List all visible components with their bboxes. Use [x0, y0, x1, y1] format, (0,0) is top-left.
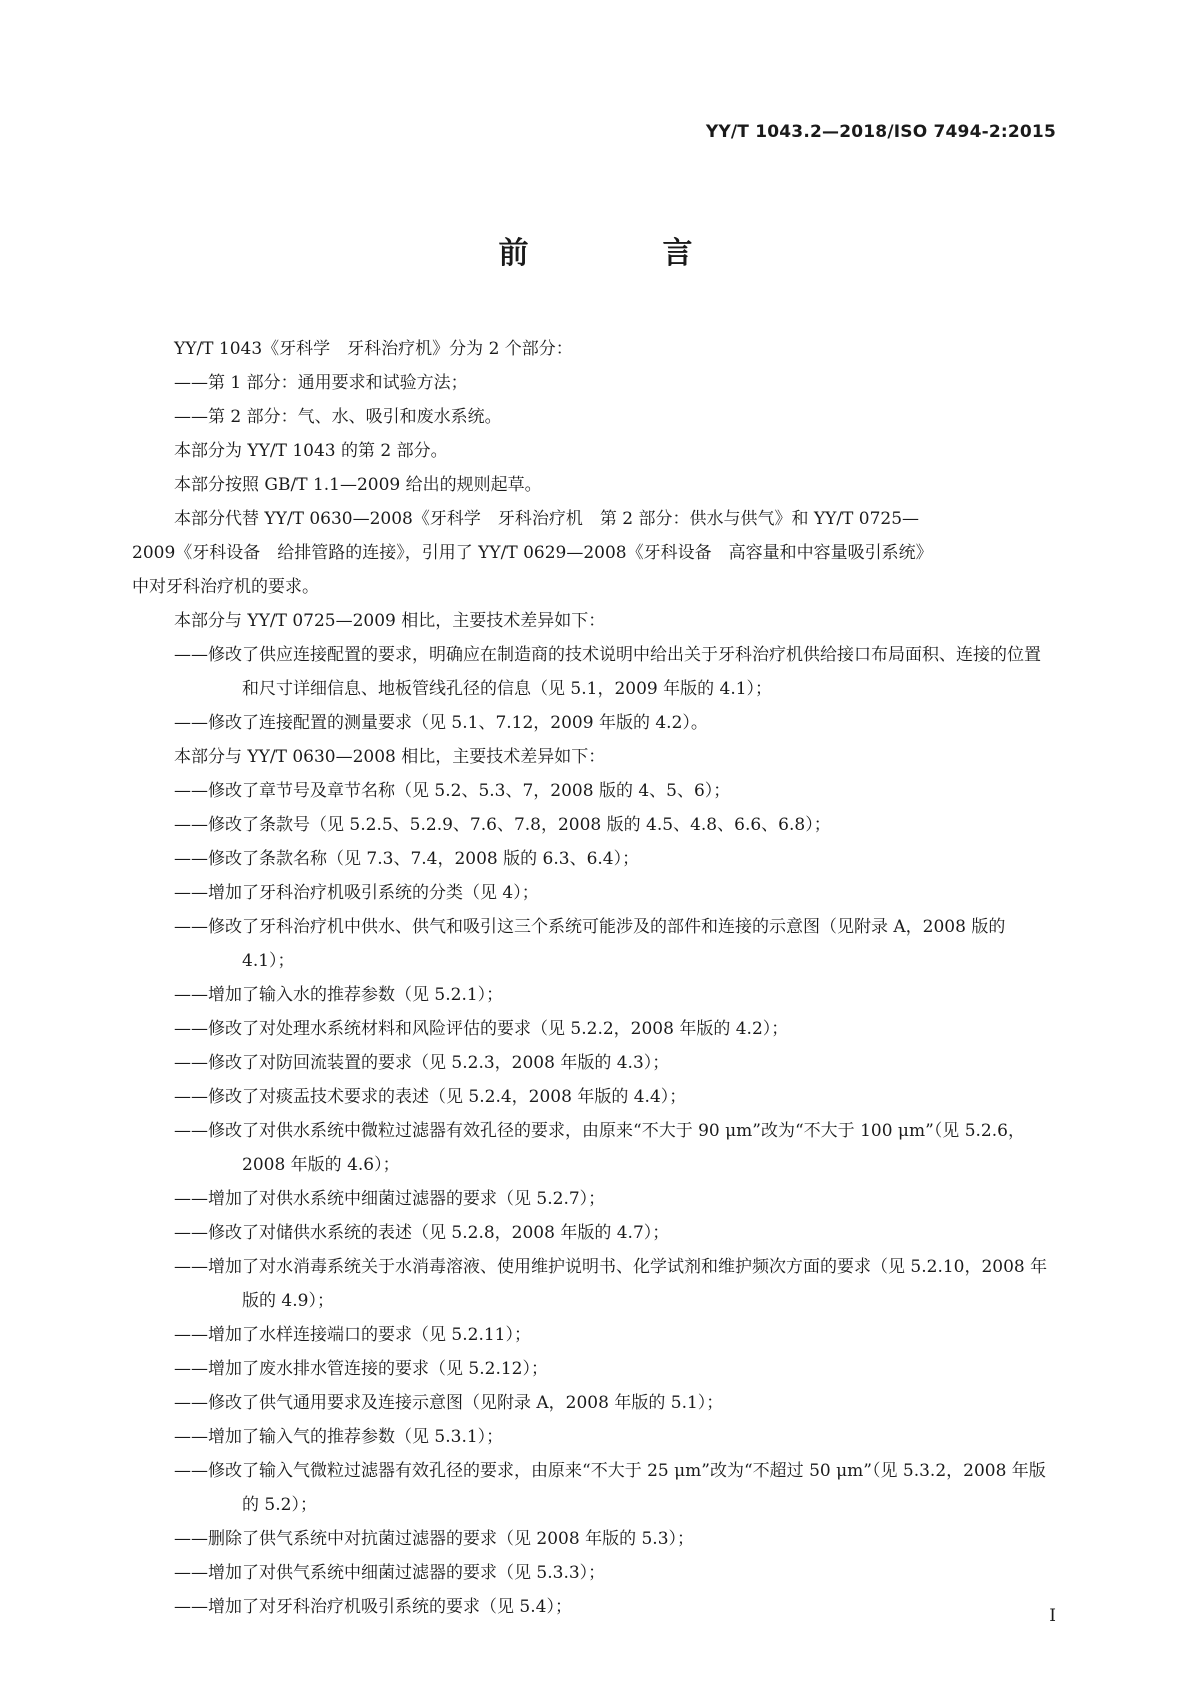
list-item: ——修改了牙科治疗机中供水、供气和吸引这三个系统可能涉及的部件和连接的示意图（见附录 A，2008 版的 4.1）； [174, 917, 1006, 971]
paragraph: 本部分与 YY/T 0725—2009 相比，主要技术差异如下： [174, 611, 606, 631]
list-item: ——修改了对防回流装置的要求（见 5.2.3，2008 年版的 4.3）； [174, 1053, 670, 1073]
list-item: ——第 2 部分：气、水、吸引和废水系统。 [174, 407, 502, 427]
list-item: ——增加了对水消毒系统关于水消毒溶液、使用维护说明书、化学试剂和维护频次方面的要求（见 5.2.10，2008 年版的 4.9）； [174, 1257, 1048, 1311]
list-item: ——修改了连接配置的测量要求（见 5.1、7.12，2009 年版的 4.2）。 [174, 713, 708, 733]
list-item: ——修改了对供水系统中微粒过滤器有效孔径的要求，由原来“不大于 90 μm”改为“不大于 100 μm”（见 5.2.6，2008 年版的 4.6）； [174, 1121, 1025, 1175]
list-item: ——修改了条款名称（见 7.3、7.4，2008 版的 6.3、6.4）； [174, 849, 640, 869]
list-item: ——修改了对痰盂技术要求的表述（见 5.2.4，2008 年版的 4.4）； [174, 1087, 687, 1107]
list-item: ——修改了输入气微粒过滤器有效孔径的要求，由原来“不大于 25 μm”改为“不超过 50 μm”（见 5.3.2，2008 年版的 5.2）； [174, 1461, 1046, 1515]
list-item: ——增加了对供水系统中细菌过滤器的要求（见 5.2.7）； [174, 1189, 606, 1209]
list-item: ——增加了对供气系统中细菌过滤器的要求（见 5.3.3）； [174, 1563, 606, 1583]
list-item: ——修改了供应连接配置的要求，明确应在制造商的技术说明中给出关于牙科治疗机供给接口布局面积、连接的位置和尺寸详细信息、地板管线孔径的信息（见 5.1，2009 年版的 4.1）； [174, 645, 1041, 699]
paragraph: YY/T 1043《牙科学 牙科治疗机》分为 2 个部分： [174, 339, 573, 359]
standard-code: YY/T 1043.2—2018/ISO 7494-2:2015 [705, 122, 1056, 142]
body-text [132, 332, 1057, 1624]
page-number: I [1049, 1606, 1056, 1626]
paragraph: 本部分为 YY/T 1043 的第 2 部分。 [174, 441, 448, 461]
paragraph: 本部分与 YY/T 0630—2008 相比，主要技术差异如下： [174, 747, 606, 767]
list-item: ——增加了废水排水管连接的要求（见 5.2.12）； [174, 1359, 548, 1379]
page-title: 前 言 [498, 236, 745, 271]
list-item: ——增加了水样连接端口的要求（见 5.2.11）； [174, 1325, 531, 1345]
list-item: ——增加了对牙科治疗机吸引系统的要求（见 5.4）； [174, 1597, 572, 1617]
paragraph: 中对牙科治疗机的要求。 [132, 577, 319, 597]
list-item: ——第 1 部分：通用要求和试验方法； [174, 373, 468, 393]
paragraph: 本部分代替 YY/T 0630—2008《牙科学 牙科治疗机 第 2 部分：供水与供气》和 YY/T 0725— [174, 509, 920, 529]
list-item: ——修改了对储供水系统的表述（见 5.2.8，2008 年版的 4.7）； [174, 1223, 670, 1243]
paragraph: 2009《牙科设备 给排管路的连接》，引用了 YY/T 0629—2008《牙科设备 高容量和中容量吸引系统》 [132, 543, 933, 563]
list-item: ——修改了章节号及章节名称（见 5.2、5.3、7，2008 版的 4、5、6）； [174, 781, 731, 801]
list-item: ——增加了输入水的推荐参数（见 5.2.1）； [174, 985, 504, 1005]
list-item: ——增加了牙科治疗机吸引系统的分类（见 4）； [174, 883, 539, 903]
paragraph: 本部分按照 GB/T 1.1—2009 给出的规则起草。 [174, 475, 542, 495]
list-item: ——修改了条款号（见 5.2.5、5.2.9、7.6、7.8，2008 版的 4.5、4.8、6.6、6.8）； [174, 815, 831, 835]
list-item: ——删除了供气系统中对抗菌过滤器的要求（见 2008 年版的 5.3）； [174, 1529, 695, 1549]
list-item: ——修改了对处理水系统材料和风险评估的要求（见 5.2.2，2008 年版的 4.2）； [174, 1019, 789, 1039]
list-item: ——增加了输入气的推荐参数（见 5.3.1）； [174, 1427, 504, 1447]
list-item: ——修改了供气通用要求及连接示意图（见附录 A，2008 年版的 5.1）； [174, 1393, 724, 1413]
